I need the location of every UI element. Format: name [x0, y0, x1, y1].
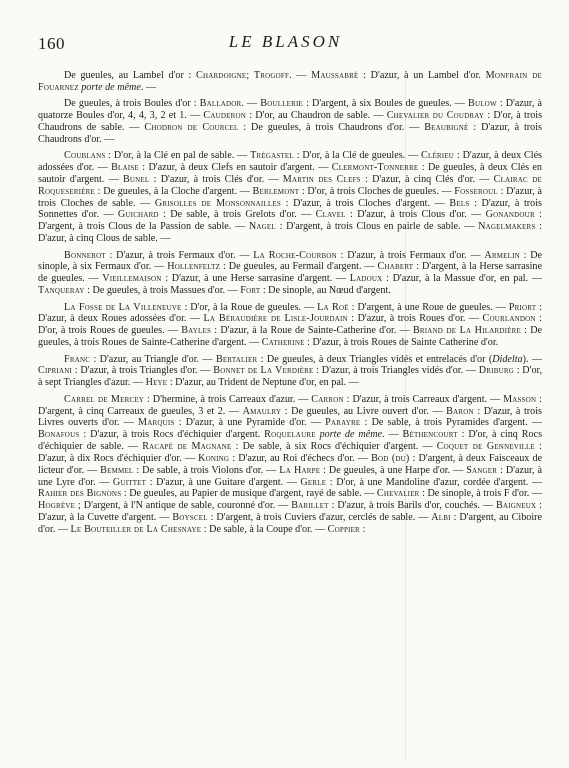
family-name: Chabert: [377, 261, 414, 273]
blazon-text: : D'azur, à trois Rocs d'échiquier d'argent.: [79, 429, 265, 441]
family-name: Rahier des Bignons: [38, 488, 122, 500]
family-name: Martin des Clefs: [282, 173, 361, 185]
blazon-text: : D'azur, à trois Cloches de sable. —: [38, 185, 543, 209]
family-name: Armelin: [484, 249, 520, 261]
blazon-text: : D'azur, à une Pyramide d'or. —: [174, 417, 326, 429]
blazon-text: : D'argent, à la Herse sarrasine de gueules. —: [38, 261, 542, 285]
blazon-text: : D'or, à trois Cloches de gueules. —: [299, 185, 455, 197]
paragraph-carreaux: [38, 394, 542, 536]
blazon-text: : D'hermine, à trois Carreaux d'azur. —: [144, 393, 312, 405]
blazon-text: : D'azur, à trois Carreaux d'argent. —: [343, 393, 504, 405]
blazon-text: : D'azur, à trois Cloches d'argent. —: [280, 197, 450, 209]
blazon-text: : De gueules, au Papier de musique d'argent, rayé de sable. —: [121, 488, 377, 500]
blazon-text: : D'azur, à trois Sonnettes d'or. —: [38, 197, 542, 221]
family-name: Clermont-Tonnerre: [331, 162, 419, 174]
family-name: Bonnet de La Verdière: [213, 365, 314, 377]
family-name: Trégastel: [250, 150, 294, 162]
blazon-text: : D'azur, au Triangle d'or. —: [90, 353, 216, 365]
family-name: Béthencourt: [402, 429, 458, 441]
paragraph-fermaux: [38, 250, 542, 297]
blazon-text: : D'argent, à cinq Carreaux de gueules, 3 et 2. —: [38, 393, 542, 417]
paragraph-cles: [38, 150, 542, 245]
blazon-text: : D'azur, à une Lyre d'or. —: [38, 464, 543, 488]
family-name: Carrel de Mercey: [64, 393, 145, 405]
blazon-text: : D'argent, à trois Clous de la Passion de sable. —: [38, 209, 542, 233]
family-name: Clavel: [315, 209, 346, 221]
family-name: Masson: [503, 393, 537, 405]
blazon-text: . —: [289, 70, 312, 81]
blazon-text: : D'argent, à six Boules de gueules. —: [303, 98, 468, 110]
italic-text: Didelta: [492, 353, 523, 365]
blazon-text: : D'argent, à trois Clous en pairle de sable. —: [275, 221, 479, 233]
blazon-text: : De gueules, à deux Triangles vidés et entrelacés d'or (: [257, 353, 493, 365]
family-name: Bertalier: [215, 353, 258, 365]
family-name: Barillet: [291, 500, 329, 512]
blazon-text: : De gueules, au Fermail d'argent. —: [220, 261, 378, 273]
family-name: Blaise: [111, 162, 139, 174]
paragraph-boules: [38, 98, 542, 145]
family-name: Maussabré: [311, 70, 359, 81]
family-name: Bulow: [468, 98, 497, 110]
family-name: Boyscel: [172, 512, 208, 524]
family-name: Catherine: [261, 337, 305, 349]
blazon-text: : De sable, à trois Pyramides d'argent. —: [360, 417, 543, 429]
paragraph-lambel: [38, 70, 542, 94]
family-name: Guichard: [117, 209, 159, 221]
family-name: Bonnerot: [64, 249, 106, 261]
family-name: Ladoux: [349, 273, 383, 285]
blazon-text: : D'argent, à trois Cuviers d'azur, cerclés de sable. —: [207, 512, 432, 524]
blazon-text: : D'azur, à trois Livres ouverts d'or. —: [38, 405, 542, 429]
family-name: Gonandour: [485, 209, 535, 221]
blazon-text: . —: [241, 98, 261, 110]
blazon-text: : D'or, à la Clé en pal de sable. —: [105, 150, 251, 162]
family-name: Guittet: [112, 476, 147, 488]
family-name: Boullerie: [260, 98, 304, 110]
family-name: Tanqueray: [38, 285, 85, 297]
family-name: Racapé de Magnane: [142, 441, 232, 453]
family-name: Coquet de Genneville: [436, 441, 536, 453]
family-name: Hogrève: [38, 500, 76, 512]
blazon-text: : De gueules, à une Harpe d'or. —: [320, 464, 467, 476]
family-name: Hollenfeltz: [167, 261, 221, 273]
family-name: Clairac de Roqueserière: [38, 173, 543, 197]
paragraph-triangles: [38, 354, 542, 390]
family-name: Marquis: [138, 417, 175, 429]
family-name: Chardoigne: [196, 70, 247, 81]
blazon-text: : D'or, à la Clé de gueules. —: [293, 150, 422, 162]
blazon-text: : D'azur, à trois Fermaux d'or. —: [105, 249, 254, 261]
blazon-text: : D'azur, à trois Barils d'or, couchés. —: [328, 500, 496, 512]
page-number: 160: [38, 34, 65, 53]
blazon-text: :: [359, 523, 366, 535]
family-name: Nagelmakers: [478, 221, 536, 233]
family-name: Baigneux: [495, 500, 537, 512]
blazon-text: : De gueules, à la Cloche d'argent. —: [94, 185, 253, 197]
family-name: Baron: [446, 405, 474, 417]
family-name: Coublans: [64, 150, 106, 162]
blazon-text: : De sable, à six Rocs d'échiquier d'argent. —: [231, 441, 437, 453]
family-name: Franc: [64, 353, 91, 365]
family-name: Trogoff: [253, 70, 290, 81]
family-name: Bunel: [122, 173, 150, 185]
blazon-text: : D'or, à sept Triangles d'azur. —: [38, 365, 543, 389]
blazon-text: : De gueules, à trois Chaudrons d'or. —: [238, 121, 425, 133]
blazon-text: : D'argent, au Ciboire d'or. —: [38, 512, 543, 535]
blazon-text: : D'azur, à trois Clous d'or. —: [345, 209, 486, 221]
family-name: Carron: [311, 393, 344, 405]
family-name: Ballador: [199, 98, 242, 110]
blazon-text: : D'azur, à trois Clés d'or. —: [149, 173, 283, 185]
blazon-text: : D'or, à cinq Rocs d'échiquier de sable. —: [38, 429, 543, 453]
blazon-text: : D'azur, à quatorze Boules d'or, 4, 4, 3, 2 et 1. —: [38, 98, 542, 122]
blazon-text: : D'azur, à trois Roues de Sainte Catherine d'or.: [304, 337, 499, 349]
family-name: Gerle: [300, 476, 327, 488]
blazon-text: : D'or, à la Roue de gueules. —: [181, 301, 318, 313]
blazon-text: : De sinople, à trois F d'or. —: [419, 488, 542, 500]
blazon-text: ). —: [522, 353, 543, 365]
family-name: Bemmel: [100, 464, 134, 476]
blazon-text: : D'azur, à un Lambel d'or.: [358, 70, 486, 81]
blazon-text: : D'azur, à dix Rocs d'échiquier d'or. —: [38, 441, 542, 464]
family-name: Koning: [198, 452, 230, 464]
blazon-text: : D'azur, à la Cuvette d'argent. —: [38, 500, 542, 524]
family-name: Fosseroul: [454, 185, 498, 197]
family-name: Coppier: [327, 523, 360, 535]
family-name: Monfrain de Fouarnez: [38, 70, 542, 93]
family-name: Sanger: [466, 464, 498, 476]
page-header: [38, 32, 533, 54]
family-name: La Roë: [317, 301, 349, 313]
family-name: Grisolles de Monsonnailles: [154, 197, 281, 209]
blazon-text: : D'azur, à deux Clefs en sautoir d'argent. —: [138, 162, 332, 174]
family-name: Beaubigné: [424, 121, 469, 133]
family-name: Bod (du): [371, 452, 410, 464]
family-name: Clérieu: [421, 150, 455, 162]
family-name: Cauderon: [203, 110, 246, 122]
blazon-text: ;: [246, 70, 254, 81]
family-name: Briand de La Hilardière: [412, 325, 521, 337]
family-name: Courlandon: [482, 313, 536, 325]
family-name: Albi: [431, 512, 451, 524]
family-name: La Béraudière de Lisle-Jourdain: [203, 313, 348, 325]
body-text: [38, 70, 542, 536]
blazon-text: : D'argent, à deux Faisceaux de licteur d'or. —: [38, 452, 543, 476]
family-name: Heye: [145, 377, 168, 389]
family-name: Roquelaure: [264, 429, 316, 441]
paragraph-roues: [38, 302, 542, 349]
blazon-text: : D'azur, à cinq Clous de sable. —: [38, 221, 542, 245]
blazon-text: De gueules, au Lambel d'or :: [64, 70, 196, 81]
family-name: Bonafous: [38, 429, 80, 441]
blazon-text: : D'argent, à une Roue de gueules. —: [348, 301, 509, 313]
italic-text: porte de même: [319, 429, 382, 441]
running-title: LE BLASON: [228, 32, 343, 51]
blazon-text: : D'azur, à une Herse sarrasine d'argent. —: [161, 273, 350, 285]
blazon-text: : D'azur, à deux Roues adossées d'or. —: [38, 301, 542, 325]
blazon-text: : De gueules, à trois Roues de Sainte-Catherine d'argent. —: [38, 325, 542, 349]
blazon-text: : D'azur, à trois Triangles vidés d'or. —: [313, 365, 479, 377]
blazon-text: : D'or, à trois Roues de gueules. —: [38, 313, 542, 337]
blazon-text: : De sable, à trois Violons d'or. —: [133, 464, 280, 476]
family-name: Amaulry: [242, 405, 282, 417]
blazon-text: : De sable, à la Coupe d'or. —: [201, 523, 328, 535]
family-name: Priort: [508, 301, 537, 313]
blazon-text: : D'or, au Chaudron de sable. —: [246, 110, 387, 122]
blazon-text: : D'azur, au Trident de Neptune d'or, en pal. —: [167, 377, 359, 389]
family-name: Le Bouteiller de La Chesnaye: [70, 523, 202, 535]
blazon-text: : D'azur, à une Guitare d'argent. —: [146, 476, 301, 488]
family-name: Chevalier: [376, 488, 420, 500]
family-name: La Harpe: [279, 464, 321, 476]
family-name: La Roche-Courbon: [253, 249, 337, 261]
family-name: La Fosse de La Villeneuve: [64, 301, 182, 313]
family-name: Driburg: [478, 365, 514, 377]
blazon-text: De gueules, à trois Boules d'or :: [64, 98, 200, 110]
blazon-text: : De sinople, au Nœud d'argent.: [260, 285, 391, 297]
italic-text: porte de même: [81, 81, 141, 93]
blazon-text: : D'azur, à trois Chaudrons d'or. —: [38, 121, 542, 145]
blazon-text: : D'azur, à cinq Clés d'or. —: [360, 173, 494, 185]
family-name: Bels: [449, 197, 470, 209]
blazon-text: : D'azur, à trois Fermaux d'or. —: [336, 249, 485, 261]
family-name: Chevalier du Coudray: [386, 110, 485, 122]
blazon-text: : D'azur, à la Massue d'or, en pal. —: [382, 273, 542, 285]
family-name: Chodron de Courcel: [144, 121, 239, 133]
family-name: Berlemont: [252, 185, 300, 197]
family-name: Cipriani: [38, 365, 73, 377]
family-name: Parayre: [325, 417, 361, 429]
blazon-text: . —: [382, 429, 403, 441]
family-name: Vieillemaison: [102, 273, 162, 285]
blazon-text: : D'azur, au Roi d'échecs d'or. —: [229, 452, 372, 464]
blazon-text: : De gueules, au Livre ouvert d'or. —: [281, 405, 447, 417]
family-name: Fort: [240, 285, 261, 297]
blazon-text: : D'azur, à la Roue de Sainte-Catherine d'or. —: [211, 325, 413, 337]
blazon-text: : De sable, à trois Grelots d'or. —: [158, 209, 316, 221]
blazon-text: : D'azur, à trois Triangles d'or. —: [72, 365, 214, 377]
family-name: Bayles: [181, 325, 212, 337]
blazon-text: : D'azur, à deux Clés adossées d'or. —: [38, 150, 543, 174]
family-name: Nagel: [248, 221, 276, 233]
blazon-text: ; D'argent, à l'N antique de sable, couronné d'or. —: [75, 500, 292, 512]
blazon-text: : De gueules, à trois Massues d'or. —: [84, 285, 241, 297]
blazon-text: : D'or, à une Mandoline d'azur, cordée d'argent. —: [326, 476, 543, 488]
blazon-text: : De sinople, à six Fermaux d'or. —: [38, 249, 542, 273]
blazon-text: : De gueules, à deux Clés en sautoir d'argent. —: [38, 162, 542, 185]
blazon-text: : D'azur, à trois Roues d'or. —: [347, 313, 483, 325]
blazon-text: : D'or, à trois Chaudrons de sable. —: [38, 110, 543, 133]
blazon-text: . —: [140, 81, 157, 93]
